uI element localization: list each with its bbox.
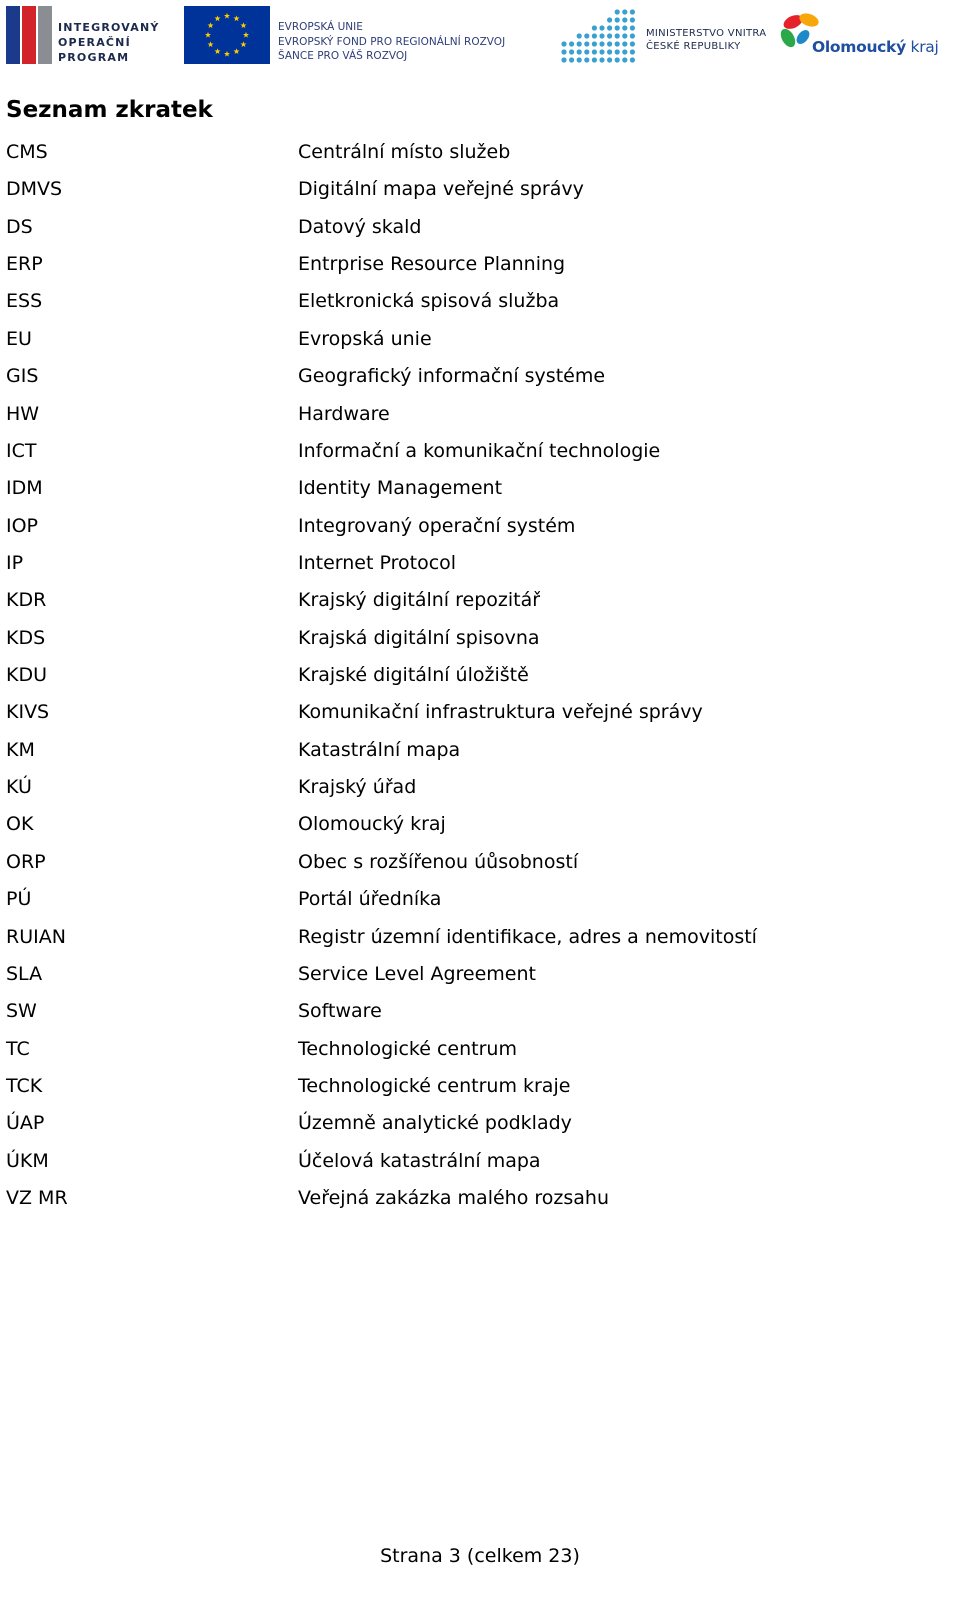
abbreviation-term: PÚ xyxy=(6,888,32,911)
ministry-dot xyxy=(592,25,597,30)
abbreviation-term: HW xyxy=(6,402,40,425)
ministry-dot xyxy=(592,33,597,38)
ministry-dot xyxy=(630,49,635,54)
ministry-dot xyxy=(577,49,582,54)
ministry-dot xyxy=(561,41,566,46)
abbreviation-row xyxy=(0,693,960,730)
abbreviation-meaning: Informační a komunikační technologie xyxy=(298,439,661,462)
ministry-dot xyxy=(599,57,604,62)
abbreviation-term: IP xyxy=(6,551,24,574)
ministry-dot xyxy=(630,9,635,14)
abbreviation-row xyxy=(0,282,960,319)
abbreviation-meaning: Olomoucký kraj xyxy=(298,813,446,836)
abbreviation-row xyxy=(0,432,960,469)
abbreviation-term: ICT xyxy=(6,439,37,462)
abbreviation-row xyxy=(0,1030,960,1067)
ministry-dot xyxy=(615,57,620,62)
ministry-dot xyxy=(592,49,597,54)
abbreviation-meaning: Digitální mapa veřejné správy xyxy=(298,178,584,201)
ministry-dot xyxy=(561,49,566,54)
abbreviation-meaning: Service Level Agreement xyxy=(298,962,536,985)
abbreviation-meaning: Identity Management xyxy=(298,477,503,500)
eu-logo-line: ŠANCE PRO VÁŠ ROZVOJ xyxy=(278,50,408,62)
flower-petal xyxy=(798,11,821,29)
iop-logo-line: PROGRAM xyxy=(58,51,130,64)
logo-bar xyxy=(0,0,960,72)
iop-logo-line: OPERAČNÍ xyxy=(58,36,131,49)
abbreviation-term: SW xyxy=(6,1000,37,1023)
ministry-dot xyxy=(615,25,620,30)
abbreviation-term: ORP xyxy=(6,850,46,873)
abbreviation-meaning: Registr územní identifikace, adres a nemovitostí xyxy=(298,925,757,948)
abbreviation-meaning: Evropská unie xyxy=(298,327,432,350)
abbreviation-term: KÚ xyxy=(6,776,32,799)
olomoucky-kraj-name-bold: Olomoucký xyxy=(812,38,906,56)
ministry-dot xyxy=(577,33,582,38)
abbreviation-row xyxy=(0,245,960,282)
abbreviation-meaning: Krajský digitální repozitář xyxy=(298,589,541,612)
ministry-dot xyxy=(630,33,635,38)
ministry-logo-line: MINISTERSTVO VNITRA xyxy=(646,28,767,39)
ministry-dot xyxy=(592,41,597,46)
abbreviation-meaning: Komunikační infrastruktura veřejné správy xyxy=(298,701,703,724)
ministry-dot xyxy=(615,17,620,22)
ministry-dot xyxy=(622,41,627,46)
abbreviation-row xyxy=(0,768,960,805)
abbreviation-term: DS xyxy=(6,215,33,238)
abbreviation-row xyxy=(0,843,960,880)
ministry-dot xyxy=(630,25,635,30)
abbreviation-meaning: Územně analytické podklady xyxy=(298,1112,572,1135)
iop-bar-1 xyxy=(6,6,20,64)
abbreviation-term: KDU xyxy=(6,664,47,687)
flower-petal xyxy=(794,28,812,47)
abbreviation-term: VZ MR xyxy=(6,1187,68,1210)
abbreviation-meaning: Centrální místo služeb xyxy=(298,141,511,163)
abbreviation-row xyxy=(0,880,960,917)
ministry-dot xyxy=(599,33,604,38)
ministry-dot xyxy=(622,9,627,14)
olomoucky-kraj-logo-text xyxy=(812,38,938,56)
ministry-dot xyxy=(622,33,627,38)
ministry-dot xyxy=(592,57,597,62)
abbreviation-row xyxy=(0,357,960,394)
ministry-dot xyxy=(584,33,589,38)
ministry-dot xyxy=(607,41,612,46)
abbreviation-row xyxy=(0,133,960,170)
abbreviation-term: EU xyxy=(6,327,32,350)
abbreviation-meaning: Obec s rozšířenou úůsobností xyxy=(298,850,579,873)
abbreviation-term: KM xyxy=(6,738,35,761)
abbreviation-row xyxy=(0,1104,960,1141)
ministry-dot xyxy=(569,57,574,62)
abbreviation-meaning: Eletkronická spisová služba xyxy=(298,290,560,313)
ministry-dots-icon xyxy=(560,8,638,64)
abbreviation-row xyxy=(0,1142,960,1179)
abbreviation-row xyxy=(0,170,960,207)
abbreviation-term: ESS xyxy=(6,290,43,313)
abbreviation-meaning: Datový skald xyxy=(298,215,422,238)
abbreviation-meaning: Internet Protocol xyxy=(298,551,457,574)
eu-logo-line: EVROPSKÁ UNIE xyxy=(278,21,363,33)
abbreviation-term: ÚAP xyxy=(6,1112,45,1135)
abbreviation-row xyxy=(0,581,960,618)
abbreviation-term: CMS xyxy=(6,141,48,163)
abbreviation-row xyxy=(0,395,960,432)
ministry-dot xyxy=(577,57,582,62)
iop-logo-line: INTEGROVANÝ xyxy=(58,21,160,34)
abbreviation-term: IOP xyxy=(6,514,39,537)
ministry-dot xyxy=(607,17,612,22)
ministry-dot xyxy=(607,33,612,38)
abbreviation-meaning: Integrovaný operační systém xyxy=(298,514,576,537)
abbreviation-row xyxy=(0,805,960,842)
abbreviation-term: OK xyxy=(6,813,34,836)
abbreviation-row xyxy=(0,507,960,544)
ministry-dot xyxy=(577,41,582,46)
ministry-dot xyxy=(607,49,612,54)
abbreviation-row xyxy=(0,731,960,768)
abbreviation-row xyxy=(0,619,960,656)
abbreviation-term: IDM xyxy=(6,477,43,500)
abbreviation-term: TC xyxy=(6,1037,30,1060)
eu-logo-line: EVROPSKÝ FOND PRO REGIONÁLNÍ ROZVOJ xyxy=(278,35,506,48)
abbreviation-term: TCK xyxy=(6,1074,43,1097)
ministry-dot xyxy=(561,57,566,62)
abbreviation-row xyxy=(0,469,960,506)
abbreviation-meaning: Katastrální mapa xyxy=(298,738,461,761)
ministry-dot xyxy=(622,25,627,30)
ministry-dot xyxy=(615,41,620,46)
ministry-dot xyxy=(569,41,574,46)
abbreviation-meaning: Technologické centrum xyxy=(298,1037,517,1060)
iop-logo xyxy=(6,6,158,64)
abbreviation-meaning: Software xyxy=(298,1000,382,1023)
ministry-dot xyxy=(569,49,574,54)
abbreviation-term: ÚKM xyxy=(6,1149,49,1172)
abbreviation-meaning: Krajský úřad xyxy=(298,776,417,799)
ministry-dot xyxy=(584,49,589,54)
abbreviation-row xyxy=(0,955,960,992)
abbreviation-meaning: Geografický informační systéme xyxy=(298,365,606,388)
abbreviation-meaning: Krajská digitální spisovna xyxy=(298,626,540,649)
abbreviation-row xyxy=(0,992,960,1029)
abbreviation-term: SLA xyxy=(6,962,43,985)
olomoucky-kraj-name-rest: kraj xyxy=(910,38,939,56)
section-title: Seznam zkratek xyxy=(6,97,213,123)
ministry-logo-line: ČESKÉ REPUBLIKY xyxy=(646,41,741,52)
eu-flag-icon xyxy=(184,6,270,64)
ministry-dot xyxy=(584,57,589,62)
abbreviation-row xyxy=(0,656,960,693)
ministry-dot xyxy=(622,17,627,22)
ministry-logo-text xyxy=(646,27,766,53)
iop-logo-bars-icon xyxy=(6,6,54,64)
eu-logo-text xyxy=(278,20,505,64)
page-footer: Strana 3 (celkem 23) xyxy=(380,1545,580,1567)
abbreviation-row xyxy=(0,544,960,581)
ministry-dot xyxy=(630,57,635,62)
ministry-dot xyxy=(607,25,612,30)
abbreviation-row xyxy=(0,208,960,245)
ministry-dot xyxy=(615,9,620,14)
abbreviation-term: DMVS xyxy=(6,178,63,201)
abbreviation-term: KIVS xyxy=(6,701,50,724)
abbreviation-term: KDR xyxy=(6,589,47,612)
iop-bar-3 xyxy=(38,6,52,64)
abbreviation-meaning: Hardware xyxy=(298,402,390,425)
abbreviation-row xyxy=(0,1067,960,1104)
ministry-dot xyxy=(599,49,604,54)
abbreviation-list xyxy=(0,133,960,1216)
abbreviation-meaning: Krajské digitální úložiště xyxy=(298,664,529,687)
abbreviation-meaning: Technologické centrum kraje xyxy=(298,1074,571,1097)
iop-logo-text xyxy=(58,20,160,65)
ministry-dot xyxy=(622,49,627,54)
ministry-dot xyxy=(615,33,620,38)
ministry-dot xyxy=(599,25,604,30)
flower-petal xyxy=(778,26,798,49)
abbreviation-meaning: Účelová katastrální mapa xyxy=(298,1149,541,1172)
ministry-dot xyxy=(630,17,635,22)
ministry-dot xyxy=(584,41,589,46)
abbreviation-term: RUIAN xyxy=(6,925,66,948)
abbreviation-term: GIS xyxy=(6,365,39,388)
iop-bar-2 xyxy=(22,6,36,64)
ministry-dot xyxy=(599,41,604,46)
abbreviation-meaning: Veřejná zakázka malého rozsahu xyxy=(298,1187,609,1210)
ministry-dot xyxy=(607,57,612,62)
ministry-dot xyxy=(622,57,627,62)
abbreviation-row xyxy=(0,320,960,357)
abbreviation-meaning: Entrprise Resource Planning xyxy=(298,253,566,276)
ministry-dot xyxy=(630,41,635,46)
abbreviation-meaning: Portál úředníka xyxy=(298,888,442,911)
abbreviation-row xyxy=(0,918,960,955)
abbreviation-term: KDS xyxy=(6,626,46,649)
abbreviation-term: ERP xyxy=(6,253,43,276)
abbreviation-row xyxy=(0,1179,960,1216)
ministry-dot xyxy=(615,49,620,54)
